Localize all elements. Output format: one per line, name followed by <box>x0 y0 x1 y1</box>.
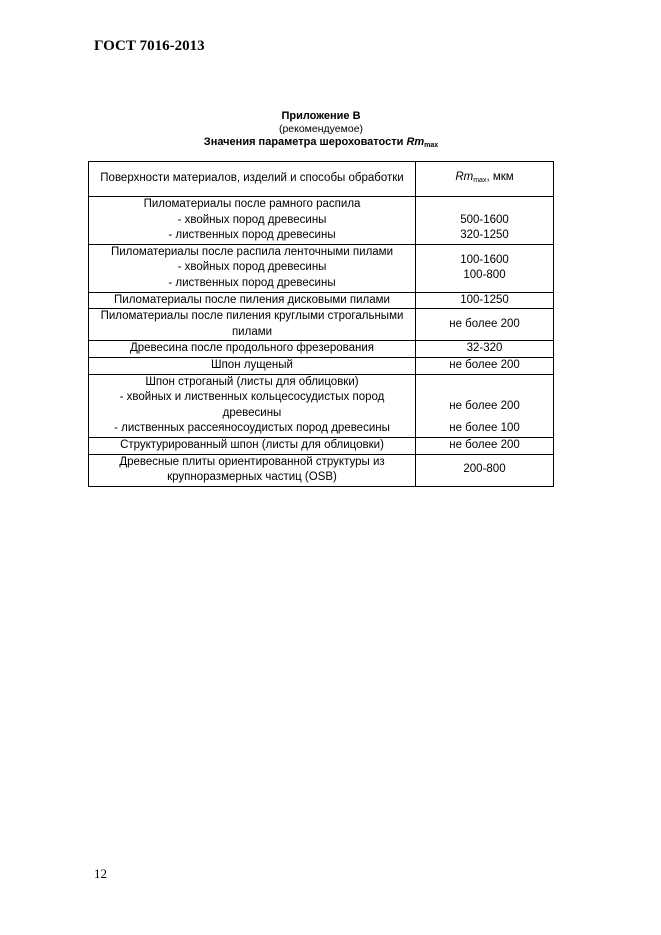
page-number: 12 <box>94 866 107 881</box>
row-text-line: - хвойных пород древесины <box>177 261 327 274</box>
table-row <box>89 341 554 358</box>
row-value-cell <box>416 244 554 292</box>
row-surface-cell <box>89 197 416 245</box>
appendix-title-block <box>88 110 554 152</box>
table-row <box>89 244 554 292</box>
row-text-line: Шпон строганый (листы для облицовки) <box>145 375 359 388</box>
row-surface-cell <box>89 244 416 292</box>
table-row <box>89 437 554 454</box>
table-row <box>89 292 554 309</box>
standard-header: ГОСТ 7016-2013 <box>94 38 205 54</box>
table-caption <box>88 136 554 152</box>
table-row <box>89 309 554 341</box>
row-surface-cell <box>89 374 416 437</box>
header-rm-unit: , мкм <box>486 170 514 183</box>
row-value-cell: 100-1250 <box>416 292 554 309</box>
header-rm-symbol: Rm <box>455 170 474 183</box>
row-surface-cell: Древесные плиты ориентированной структуры из крупноразмерных частиц (OSB) <box>89 454 416 486</box>
header-rm-subscript: max <box>473 176 487 184</box>
header-cell-surface: Поверхности материалов, изделий и способы обработки <box>89 162 416 197</box>
row-value-cell: не более 200 <box>416 309 554 341</box>
appendix-title: Приложение В <box>281 110 361 122</box>
table-row <box>89 197 554 245</box>
row-surface-cell: Шпон лущеный <box>89 357 416 374</box>
table-row <box>89 454 554 486</box>
row-text-line: Пиломатериалы после рамного распила <box>143 198 361 210</box>
row-text-line: - лиственных пород древесины <box>168 276 336 289</box>
row-surface-cell: Древесина после продольного фрезерования <box>89 341 416 358</box>
caption-symbol: Rm <box>406 136 425 148</box>
row-surface-cell: Пиломатериалы после пиления круглыми строгальными пилами <box>89 309 416 341</box>
row-value-cell: не более 200 <box>416 357 554 374</box>
row-value-line: 500-1600 <box>460 213 509 226</box>
row-value-line: 100-1600 <box>460 253 509 266</box>
row-value-cell: 200-800 <box>416 454 554 486</box>
row-text-line: - лиственных рассеяносоудистых пород древесины <box>114 422 390 435</box>
caption-subscript: max <box>424 142 439 149</box>
caption-text: Значения параметра шероховатости <box>203 136 407 148</box>
row-value-line: 320-1250 <box>460 229 509 242</box>
row-value-cell <box>416 197 554 245</box>
row-value-cell: 32-320 <box>416 341 554 358</box>
row-value-line: не более 100 <box>449 422 520 435</box>
appendix-subtitle: (рекомендуемое) <box>278 123 364 135</box>
row-text-line: - лиственных пород древесины <box>168 229 336 242</box>
roughness-table <box>88 161 554 487</box>
row-surface-cell: Пиломатериалы после пиления дисковыми пилами <box>89 292 416 309</box>
row-value-cell: не более 200 <box>416 437 554 454</box>
header-cell-rm <box>416 162 554 197</box>
row-value-line: не более 200 <box>449 399 520 412</box>
row-text-line: - хвойных и лиственных кольцесосудистых пород древесины <box>119 391 385 419</box>
table-row <box>89 357 554 374</box>
row-value-line: 100-800 <box>463 269 506 282</box>
table-row <box>89 374 554 437</box>
row-value-cell <box>416 374 554 437</box>
row-text-line: - хвойных пород древесины <box>177 213 327 226</box>
table-header-row <box>89 162 554 197</box>
row-text-line: Пиломатериалы после распила ленточными пилами <box>110 245 394 258</box>
row-surface-cell: Структурированный шпон (листы для облицовки) <box>89 437 416 454</box>
